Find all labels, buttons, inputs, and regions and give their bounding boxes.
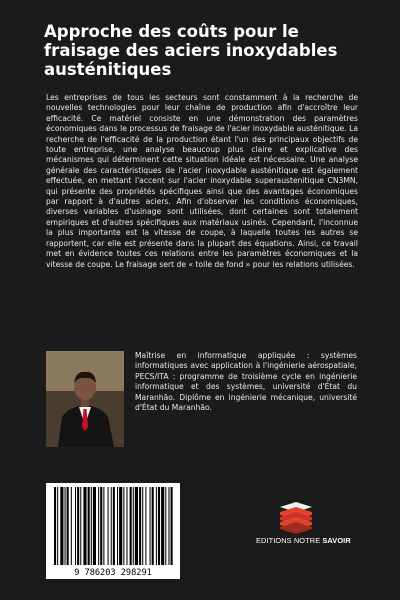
author-photo [46,351,124,447]
publisher-logo [256,500,351,550]
book-title: Approche des coûts pour le fraisage des aciers inoxydables austénitiques [44,22,338,79]
barcode-image [46,483,180,579]
author-portrait-image [46,351,124,447]
book-stack-icon [276,500,316,534]
isbn-barcode [46,483,180,579]
book-abstract: Les entreprises de tous les secteurs sont constamment à la recherche de nouvelles technologies pour leur chaîne de production afin d'accroître leur efficacité. Ce matériel consiste en une démonstration des paramètres économiques dans le processus de fraisage de l'acier inoxydable austénitique. La recherche de l'efficacité de la production étant l'un des principaux objectifs de toute entreprise, une analyse beaucoup plus claire et explicative des mécanismes qui déterminent cette situation idéale est nécessaire. Une analyse générale des caractéristiques de l'acier inoxydable austénitique est également effectuée, en mettant l'accent sur l'acier inoxydable superaustenitique CN3MN, qui présente des propriétés spécifiques ainsi que des avantages économiques par rapport à d'autres aciers. Afin d'observer les conditions économiques, diverses variables d'usinage sont utilisées, dont certaines sont totalement empiriques et d'autres spécifiques aux matériaux usinés. Cependant, l'inconnue la plus importante est la vitesse de coupe, à laquelle toutes les autres se rapportent, car elle est présente dans la plupart des équations. Ainsi, ce travail met en évidence toutes ces relations entre les paramètres économiques et la vitesse de coupe. Le fraisage sert de « toile de fond » pour les relations utilisées. [46,93,358,269]
publisher-name [256,536,351,545]
isbn-number: 9 786203 298291 [74,568,152,578]
publisher-name-prefix: EDITIONS NOTRE [256,536,323,545]
publisher-name-emphasis: SAVOIR [322,536,351,545]
author-bio: Maîtrise en informatique appliquée : systèmes informatiques avec application à l'ingénierie aérospatiale, PECS/ITA : programme de troisième cycle en ingénierie informatique et des systèmes, université d'État du Maranhão. Diplôme en ingénierie mécanique, université d'État du Maranhão. [135,351,357,413]
